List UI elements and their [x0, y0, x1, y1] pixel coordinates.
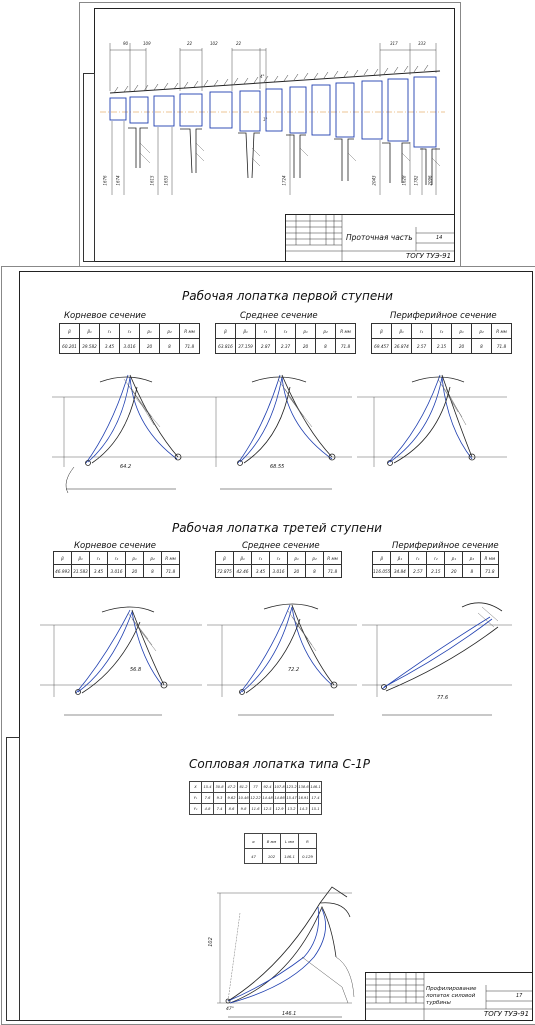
value-cell: 2.87 — [256, 339, 276, 354]
top-dim-3: 22 — [187, 41, 193, 46]
value-cell: 2.15 — [427, 565, 445, 578]
value-cell: 20 — [288, 565, 306, 578]
value-cell: 0.129 — [299, 849, 317, 864]
title-block — [365, 972, 533, 1021]
header-cell: p₂ — [144, 552, 162, 565]
value-cell: 69.457 — [372, 339, 392, 354]
header-cell: p₂ — [463, 552, 481, 565]
header-cell: β — [372, 324, 392, 339]
header-cell: β — [54, 552, 72, 565]
title-block — [285, 214, 455, 262]
cell: 47.2 — [226, 782, 238, 793]
top-dim-2: 109 — [143, 41, 151, 46]
cell: 7.6 — [202, 793, 214, 804]
bottom-dim-6: 2043 — [371, 175, 377, 186]
value-cell: 102 — [263, 849, 281, 864]
value-cell: 20 — [452, 339, 472, 354]
value-cell: 2.57 — [409, 565, 427, 578]
cell: 17.4 — [310, 793, 322, 804]
nozzle-blade-drawing — [2, 267, 535, 1024]
value-cell: 34.84 — [391, 565, 409, 578]
cell: 12.22 — [250, 793, 262, 804]
bottom-dim-7: 1628 — [401, 175, 407, 186]
header-cell: r₂ — [270, 552, 288, 565]
header-cell: β₁ — [72, 552, 90, 565]
svg-text:1°: 1° — [263, 117, 268, 122]
nozzle-width-label: 146.1 — [282, 1011, 297, 1017]
cell: 10.46 — [238, 793, 250, 804]
value-cell: 116.055 — [373, 565, 391, 578]
value-cell: 39.582 — [80, 339, 100, 354]
value-cell: 3.016 — [270, 565, 288, 578]
header-cell: R мм — [180, 324, 200, 339]
cell: 77 — [250, 782, 262, 793]
cell: Y₁ — [190, 793, 202, 804]
value-cell: 72.875 — [216, 565, 234, 578]
cell: 16.91 — [298, 793, 310, 804]
value-cell: 71.8 — [481, 565, 499, 578]
value-cell: 47 — [245, 849, 263, 864]
cell: 92.4 — [262, 782, 274, 793]
value-cell: 2.37 — [276, 339, 296, 354]
cell: 15.47 — [286, 793, 298, 804]
bottom-dim-3: 1615 — [149, 175, 155, 186]
drawing-sheet-blade-profiles — [1, 266, 535, 1025]
header-cell: r₁ — [90, 552, 108, 565]
header-cell: r₂ — [120, 324, 140, 339]
cell: 7.4 — [214, 804, 226, 815]
cell: 14.3 — [298, 804, 310, 815]
cell: 11.6 — [250, 804, 262, 815]
cell: 9.8 — [238, 804, 250, 815]
cell: 9.3 — [214, 793, 226, 804]
header-cell: p₁ — [126, 552, 144, 565]
stage1-mid-chord: 68.55 — [270, 464, 285, 470]
cell: 9.62 — [226, 793, 238, 804]
top-dim-4: 102 — [210, 41, 218, 46]
header-cell: β — [216, 552, 234, 565]
top-dim-1: 90 — [123, 41, 129, 46]
top-dim-6: 317 — [390, 41, 398, 46]
cell: 146.1 — [310, 782, 322, 793]
header-cell: β — [60, 324, 80, 339]
title-block-name: Профилирование лопаток силовой турбины — [426, 986, 477, 1006]
cell: X — [190, 782, 202, 793]
value-cell: 8 — [463, 565, 481, 578]
title-block-sheet-no: 14 — [436, 235, 443, 241]
value-cell: 60.201 — [60, 339, 80, 354]
value-cell: 3.45 — [252, 565, 270, 578]
stage3-root-label: Корневое сечение — [74, 541, 157, 551]
stage1-tip-label: Периферийное сечение — [390, 311, 497, 321]
header-cell: p₂ — [160, 324, 180, 339]
value-cell: 42.46 — [234, 565, 252, 578]
stage1-root-chord: 64.2 — [120, 464, 132, 470]
header-cell: r₂ — [276, 324, 296, 339]
value-cell: 71.8 — [324, 565, 342, 578]
header-cell: α — [245, 834, 263, 849]
drawing-sheet-flow-path — [79, 2, 461, 267]
section-title-nozzle: Сопловая лопатка типа С-1Р — [189, 757, 371, 771]
value-cell: 3.016 — [120, 339, 140, 354]
value-cell: 20 — [140, 339, 160, 354]
header-cell: p₂ — [316, 324, 336, 339]
bottom-dim-5: 1724 — [281, 175, 287, 186]
value-cell: 3.016 — [108, 565, 126, 578]
header-cell: r₁ — [252, 552, 270, 565]
value-cell: 20 — [126, 565, 144, 578]
header-cell: r₂ — [108, 552, 126, 565]
cell: 14.48 — [262, 793, 274, 804]
cell: 61.2 — [238, 782, 250, 793]
cell: 123.2 — [286, 782, 298, 793]
cell: 8.6 — [226, 804, 238, 815]
stage3-root-chord: 56.8 — [130, 667, 142, 673]
value-cell: 71.8 — [162, 565, 180, 578]
header-cell: R мм — [492, 324, 512, 339]
bottom-dim-2: 1674 — [115, 175, 121, 186]
stage3-mid-chord: 72.2 — [288, 667, 300, 673]
value-cell: 2.15 — [432, 339, 452, 354]
top-dim-7: 333 — [418, 41, 426, 46]
value-cell: 20 — [445, 565, 463, 578]
value-cell: 31.583 — [72, 565, 90, 578]
bottom-dim-1: 1676 — [102, 175, 108, 186]
svg-text:4°: 4° — [260, 74, 265, 79]
cell: 107.8 — [274, 782, 286, 793]
header-cell: β₁ — [234, 552, 252, 565]
value-cell: 63.816 — [216, 339, 236, 354]
stage3-tip-chord: 77.6 — [437, 695, 449, 701]
cell: 138.6 — [298, 782, 310, 793]
title-block-sheet-no: 17 — [516, 993, 523, 999]
value-cell: 71.8 — [180, 339, 200, 354]
top-dim-5: 22 — [236, 41, 242, 46]
stage3-mid-label: Среднее сечение — [242, 541, 320, 551]
bottom-dim-8: 1782 — [413, 175, 419, 186]
section-title-stage1: Рабочая лопатка первой ступени — [182, 289, 393, 303]
header-cell: β₁ — [392, 324, 412, 339]
cell: 30.8 — [214, 782, 226, 793]
header-cell: r₂ — [432, 324, 452, 339]
value-cell: 146.1 — [281, 849, 299, 864]
cell: 14.86 — [274, 793, 286, 804]
value-cell: 2.57 — [412, 339, 432, 354]
header-cell: r₁ — [412, 324, 432, 339]
header-cell: β₁ — [391, 552, 409, 565]
nozzle-height-label: 102 — [207, 937, 214, 947]
value-cell: 8 — [472, 339, 492, 354]
header-cell: β — [373, 552, 391, 565]
header-cell: p₂ — [306, 552, 324, 565]
header-cell: β — [216, 324, 236, 339]
value-cell: 37.159 — [236, 339, 256, 354]
header-cell: p₁ — [445, 552, 463, 565]
cell: 12.5 — [262, 804, 274, 815]
value-cell: 3.45 — [90, 565, 108, 578]
cell: 15.4 — [202, 782, 214, 793]
title-block-code: ТОГУ ТУЭ-91 — [484, 1010, 530, 1018]
header-cell: L мм — [281, 834, 299, 849]
header-cell: R мм — [162, 552, 180, 565]
header-cell: p₁ — [452, 324, 472, 339]
title-block-name: Проточная часть — [346, 233, 413, 242]
header-cell: p₁ — [296, 324, 316, 339]
header-cell: R — [299, 834, 317, 849]
cell: 15.1 — [310, 804, 322, 815]
header-cell: r₁ — [409, 552, 427, 565]
header-cell: p₂ — [472, 324, 492, 339]
header-cell: R мм — [324, 552, 342, 565]
header-cell: R мм — [481, 552, 499, 565]
value-cell: 8 — [316, 339, 336, 354]
cell: 4.8 — [202, 804, 214, 815]
nozzle-angle-label: 47° — [226, 1007, 234, 1012]
stage1-mid-label: Среднее сечение — [240, 311, 318, 321]
header-cell: R мм — [336, 324, 356, 339]
value-cell: 46.993 — [54, 565, 72, 578]
value-cell: 8 — [160, 339, 180, 354]
value-cell: 71.8 — [492, 339, 512, 354]
value-cell: 8 — [306, 565, 324, 578]
bottom-dim-4: 1653 — [163, 175, 169, 186]
value-cell: 3.45 — [100, 339, 120, 354]
value-cell: 8 — [144, 565, 162, 578]
header-cell: r₁ — [256, 324, 276, 339]
header-cell: p₁ — [288, 552, 306, 565]
header-cell: B мм — [263, 834, 281, 849]
value-cell: 71.8 — [336, 339, 356, 354]
cell: 13.2 — [286, 804, 298, 815]
header-cell: r₂ — [427, 552, 445, 565]
header-cell: β₁ — [80, 324, 100, 339]
bottom-dim-9: 2096 — [427, 175, 433, 186]
header-cell: p₁ — [140, 324, 160, 339]
section-title-stage3: Рабочая лопатка третей ступени — [172, 521, 382, 535]
stage1-root-label: Корневое сечение — [64, 311, 147, 321]
value-cell: 36.874 — [392, 339, 412, 354]
cell: 12.9 — [274, 804, 286, 815]
header-cell: β₁ — [236, 324, 256, 339]
title-block-code: ТОГУ ТУЭ-91 — [406, 252, 452, 260]
cell: Y₂ — [190, 804, 202, 815]
header-cell: r₁ — [100, 324, 120, 339]
value-cell: 20 — [296, 339, 316, 354]
stage3-tip-label: Периферийное сечение — [392, 541, 499, 551]
